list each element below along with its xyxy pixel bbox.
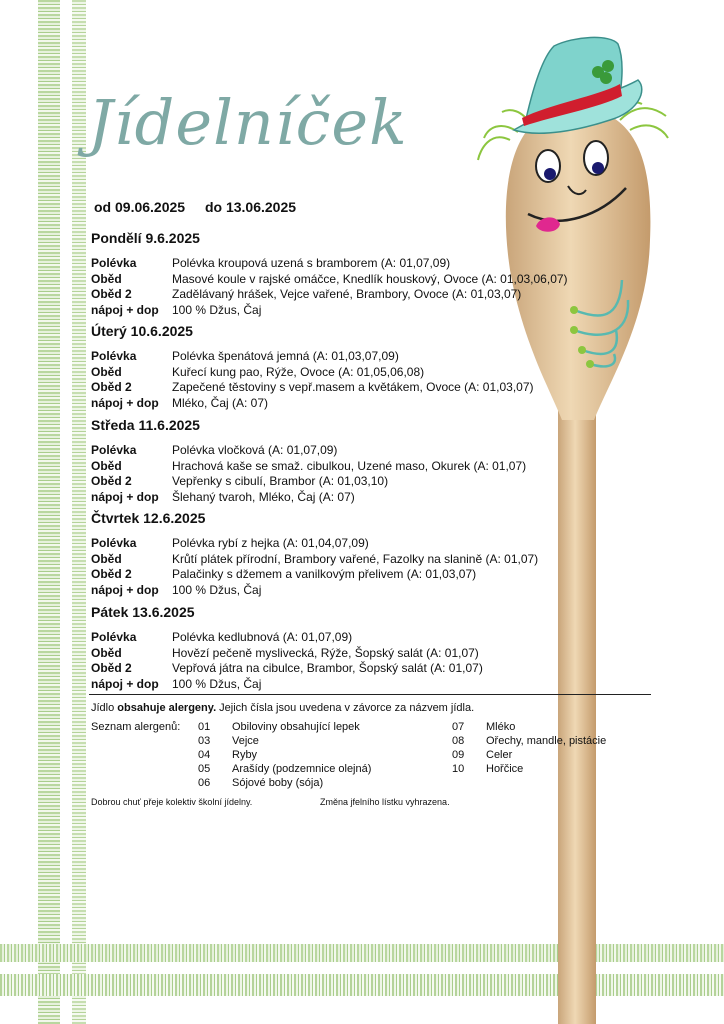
allergen-name: Arašídy (podzemnice olejná): [232, 763, 372, 775]
row-dish: Zapečené těstoviny s vepř.masem a květákem, Ovoce (A: 01,03,07): [172, 380, 534, 394]
allergen-name: Obiloviny obsahující lepek: [232, 721, 360, 733]
row-label: nápoj + dop: [91, 395, 159, 410]
menu-row: [91, 380, 631, 396]
note-pre: Jídlo: [91, 702, 118, 714]
menu-row: [91, 443, 631, 459]
day-title: Pondělí 9.6.2025: [91, 230, 200, 246]
allergen-number: 08: [452, 735, 465, 747]
menu-row: [91, 567, 631, 583]
row-dish: Polévka kedlubnová (A: 01,07,09): [172, 630, 353, 644]
row-label: Polévka: [91, 443, 137, 457]
allergen-name: Mléko: [486, 721, 516, 733]
allergens-column-2: [452, 720, 606, 776]
period-to: do 13.06.2025: [204, 199, 297, 215]
row-label: Oběd: [91, 458, 122, 473]
row-dish: Mléko, Čaj (A: 07): [172, 395, 269, 410]
row-dish: Vepřová játra na cibulce, Brambor, Šopský salát (A: 01,07): [172, 661, 483, 675]
row-label: Polévka: [91, 349, 137, 363]
row-label: Polévka: [91, 536, 137, 550]
allergen-name: Ryby: [232, 749, 258, 761]
row-label: nápoj + dop: [91, 582, 159, 597]
allergen-name: Hořčice: [486, 763, 524, 775]
menu-row: [91, 272, 631, 288]
menu-period: [94, 199, 312, 215]
day-title: Středa 11.6.2025: [91, 417, 200, 433]
menu-row: [91, 677, 631, 693]
allergen-name: Celer: [486, 749, 513, 761]
allergen-number: 10: [452, 763, 465, 775]
row-label: Oběd 2: [91, 474, 132, 488]
footer-greeting: Dobrou chuť přeje kolektiv školní jídelny.: [91, 797, 253, 807]
day-block-monday: [91, 230, 631, 318]
day-block-wednesday: [91, 417, 631, 505]
row-label: Oběd 2: [91, 661, 132, 675]
allergen-name: Vejce: [232, 735, 259, 747]
divider: [89, 694, 651, 695]
allergen-number: 03: [198, 735, 211, 747]
row-dish: Zadělávaný hrášek, Vejce vařené, Brambory, Ovoce (A: 01,03,07): [172, 287, 522, 301]
menu-row: [91, 490, 631, 506]
allergen-number: 01: [198, 721, 211, 733]
row-label: Oběd: [91, 271, 122, 286]
note-post: Jejich čísla jsou uvedena v závorce za názvem jídla.: [216, 702, 475, 714]
row-label: nápoj + dop: [91, 489, 159, 504]
menu-row: [91, 303, 631, 319]
row-dish: Kuřecí kung pao, Rýže, Ovoce (A: 01,05,06,08): [172, 364, 425, 379]
row-label: nápoj + dop: [91, 676, 159, 691]
row-dish: Polévka vločková (A: 01,07,09): [172, 443, 338, 457]
row-label: Oběd: [91, 551, 122, 566]
row-label: Oběd: [91, 364, 122, 379]
menu-row: [91, 630, 631, 646]
day-title: Pátek 13.6.2025: [91, 604, 195, 620]
row-label: Oběd 2: [91, 567, 132, 581]
menu-row: [91, 474, 631, 490]
note-bold: obsahuje alergeny.: [117, 702, 217, 714]
border-stripe-left: [38, 0, 60, 1024]
menu-row: [91, 583, 631, 599]
day-block-friday: [91, 604, 631, 692]
allergen-number: 05: [198, 763, 211, 775]
row-label: nápoj + dop: [91, 302, 159, 317]
row-dish: Masové koule v rajské omáčce, Knedlík houskový, Ovoce (A: 01,03,06,07): [172, 271, 568, 286]
menu-row: [91, 365, 631, 381]
row-dish: 100 % Džus, Čaj: [172, 582, 262, 597]
page-title: Jídelníček: [88, 86, 408, 159]
row-dish: 100 % Džus, Čaj: [172, 676, 262, 691]
row-label: Oběd 2: [91, 287, 132, 301]
menu-row: [91, 646, 631, 662]
allergen-number: 06: [198, 777, 211, 789]
row-dish: Polévka kroupová uzená s bramborem (A: 01,07,09): [172, 256, 451, 270]
border-stripe-left-inner: [72, 0, 86, 1024]
allergen-number: 09: [452, 749, 465, 761]
row-label: Polévka: [91, 256, 137, 270]
row-label: Polévka: [91, 630, 137, 644]
row-dish: Hovězí pečeně myslivecká, Rýže, Šopský salát (A: 01,07): [172, 645, 479, 660]
menu-row: [91, 536, 631, 552]
row-label: Oběd 2: [91, 380, 132, 394]
row-dish: Krůtí plátek přírodní, Brambory vařené, Fazolky na slanině (A: 01,07): [172, 551, 539, 566]
allergen-name: Sójové boby (sója): [232, 777, 324, 789]
menu-row: [91, 287, 631, 303]
menu-row: [91, 349, 631, 365]
menu-row: [91, 256, 631, 272]
row-label: Oběd: [91, 645, 122, 660]
row-dish: Hrachová kaše se smaž. cibulkou, Uzené maso, Okurek (A: 01,07): [172, 458, 527, 473]
row-dish: Palačinky s džemem a vanilkovým přelivem (A: 01,03,07): [172, 567, 477, 581]
row-dish: Polévka špenátová jemná (A: 01,03,07,09): [172, 349, 399, 363]
menu-row: [91, 552, 631, 568]
row-dish: Šlehaný tvaroh, Mléko, Čaj (A: 07): [172, 489, 355, 504]
menu-row: [91, 396, 631, 412]
allergen-name: Ořechy, mandle, pistácie: [486, 735, 607, 747]
day-title: Čtvrtek 12.6.2025: [91, 510, 206, 526]
row-dish: Polévka rybí z hejka (A: 01,04,07,09): [172, 536, 369, 550]
allergens-column-1: [198, 720, 371, 790]
row-dish: Vepřenky s cibulí, Brambor (A: 01,03,10): [172, 474, 389, 488]
menu-row: [91, 661, 631, 677]
allergen-number: 04: [198, 749, 211, 761]
day-title: Úterý 10.6.2025: [91, 323, 193, 339]
allergen-note: [91, 702, 474, 714]
row-dish: 100 % Džus, Čaj: [172, 302, 262, 317]
period-from: od 09.06.2025: [94, 199, 186, 215]
day-block-thursday: [91, 510, 631, 598]
footer-disclaimer: Změna jfelního lístku vyhrazena.: [320, 797, 450, 807]
day-block-tuesday: [91, 323, 631, 411]
allergens-label: Seznam alergenů:: [91, 721, 181, 733]
allergen-number: 07: [452, 721, 465, 733]
menu-row: [91, 459, 631, 475]
